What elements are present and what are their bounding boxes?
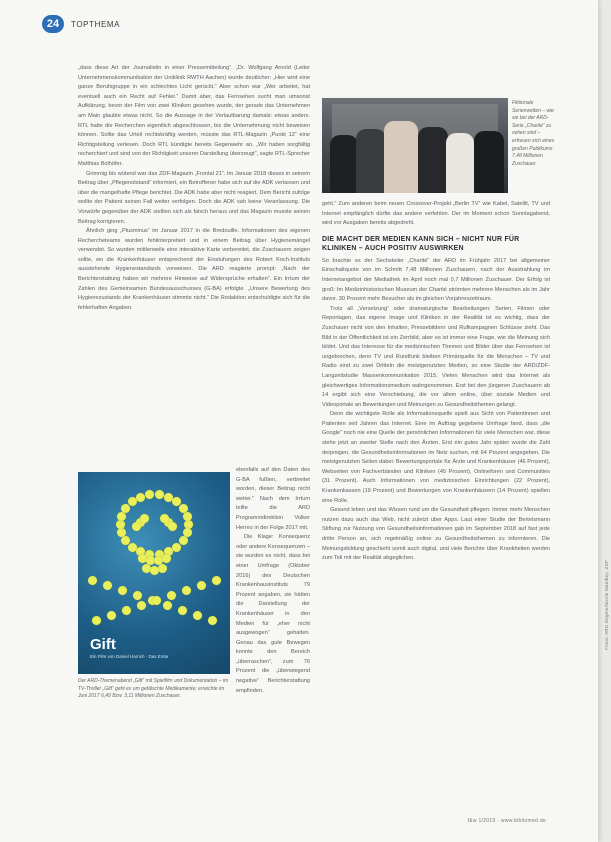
pill-dot [160,514,169,523]
poster-subtitle: Ein Film von Daniel Harrich · Das Erste [90,654,169,659]
pill-dot [208,616,217,625]
pill-dot [128,543,137,552]
pill-dot [178,606,187,615]
paragraph: „dass diese Art der Journalistin in einer Pressemitteilung“. „Dr. Wolfgang Arnold (Leiter Unternehmenskommunikation der Uniklinik RWTH Aachen) wurde deutlicher: „Hier wird eine ganze Berufsgruppe in ein schlechtes Licht gerückt.“ Aber schon war „Wer arbeitet, hat eventuell auch ein Recht auf Fehler.“ Damit aber, das Fernsehen sucht man umsonst Aufklärung, bevor der Film von zwei Kliniken gesehen wurde, der gerade das Unternehmen am Main glaubte etwas nicht. So die Aussage in der Verlautbarung damals: etwas anders. RTL hatte die Recherchen eigentlich abgeschlossen, bis die Unternehmung nicht beweisen können. Sollte das Urteil rechtskräftig werden, müsste das RTL-Magazin „Punkt 12“ eine Richtigstellung verlesen. Doch RTL kündigte bereits Gegenwehr an. „Wir haben sorgfältig recherchiert und sind von der Richtigkeit unserer Darstellung überzeugt“, sagte RTL-Sprecher Matthias Bolhöfer. [78,65,310,167]
page-header [42,14,120,34]
pill-dot [136,493,145,502]
section-subheading: DIE MACHT DER MEDIEN KANN SICH – NICHT NUR FÜR KLINIKEN – AUCH POSITIV AUSWIRKEN [322,235,520,252]
paragraph: Gesund leben und das Wissen rund um die Gesundheit pflegen: Immer mehr Menschen nutzen dazu auch das Web, nicht zuletzt über Apps. Laut einer Studie der Bertelsmann Stiftung zur Nutzung von Gesundheitsinformationen gab im September 2018 auf fast jede dritte Person an, sich regelmäßig online zu Gesundheitsthemen zu informieren. Die Meinungsbildung geschieht somit auch digital, und viele Berichte über Krankheiten werden zum Teil mit der Realität abgeglichen. [322,507,550,562]
poster-title: Gift [90,636,116,653]
pill-dot [116,520,125,529]
gift-film-poster-image [78,472,230,674]
pill-dot [167,591,176,600]
pill-dot [168,522,177,531]
pill-dot [172,543,181,552]
paragraph: geht.“ Zum anderen beim neuen Crossover-Projekt „Berlin TV“ wie Kabel, Satellit, TV und Internet empfänglich dürfte das andere verfehlen. Der im Moment schon Sonntagabend, wird vor Ausgaben bereits abgedreht. [322,201,550,227]
page-footer: f&w 1/2019 · www.bibliomed.de [467,818,546,824]
pill-dot [107,611,116,620]
pill-dot [103,581,112,590]
paragraph: Die Klage: Konsequenz oder andere Konsequenzen – sie wurden es nicht, dass bei einer Umfrage (Oktober 2016) des Deutschen Krankenhausinstituts 79 Prozent angaben, sie hätten die Darstellung der Krankenhäuser in den Medien für „eher nicht ausgewogen“ gehalten. Genau das gute Bewegen konnte den Bereich „überraschen“, zum 76 Prozent die „überwiegend negative“ Berichterstattung empfinden. [236,534,310,694]
photo-caption: Fiktionale Serienwelten – wie sie bei der ARD-Serie „Charité“ zu sehen sind – erfreuen sich eines großen Publikums: 7,48 Millionen Zuschauer. [512,100,555,167]
left-article-column [78,64,310,313]
photo-figure [418,127,448,193]
right-article-column [322,200,550,564]
photo-credit: Fotos: ARD Degeto/Nicole Manthey; ZDF [604,560,609,650]
pill-dot [118,586,127,595]
pill-dot [150,566,159,575]
pill-dot [92,616,101,625]
pill-dot [158,564,167,573]
photo-figure [356,129,386,193]
pill-dot [197,581,206,590]
pill-dot [122,606,131,615]
pill-dot [117,512,126,521]
paragraph: Trotz all „Versetzung“ oder dramaturgische Bearbeitungen: Serien, Filmen oder Reportagen, das eigene Image und Kliniken in der Realität ist es wichtig, dass der Zuschauer nicht von den Inhalten, Pressebildern und Rufkampagnen Schlüsse zieht. Das Bild in der Öffentlichkeit ist ein Zerrbild, aber es ist immer eine Frage, wie die Meinung sich bildet. Und das Interesse für die medizinischen Themen und Bilder über das Fernsehen ist ungebrochen, denn TV und Rundfunk bleiben Primärquelle für die Menschen – TV und Radio sind zu zwei Dritteln die meistgenutzten Medien, so eine Studie der ARD/ZDF-Langzeitstudie Massenkommunikation 2015. Vielen Menschen wird das Internet als gleichwertiges Informationsmedium wahrgenommen. Erst bei den jüngeren Zuschauern ab 14 ergibt sich eine Verschiebung, die vor allem online, über soziale Medien und Videoportale an Bewertungen und Meinungen zu Gesundheitsthemen gelangt. [322,305,550,408]
paragraph: Grimmig bis wütend war das ZDF-Magazin „Frontal 21“. Im Januar 2018 dieses in seinem Beitrag über „Pflegenotstand“ informiert, ein Betroffener habe sich auf die ADK verlassen und über die mangelhafte Pflege berichtet. Die ADK habe aber nicht reagiert. Dem Bericht zufolge wollte der Patient seinen Fall weiter verfolgen. Doch die ADK sah keine Veranlassung. Die Vorwürfe gegenüber der ADK stellten sich als falsch heraus und das Magazin musste seinen Beitrag korrigieren. [78,170,310,225]
pill-dot [193,611,202,620]
pill-dot [163,601,172,610]
pill-dot [133,591,142,600]
pill-dot [162,554,171,563]
pill-dot [182,586,191,595]
paragraph: ebenfalls auf den Daten des G-BA fußten, verbreitet worden, dieser Beitrag nicht weiter.“ Nach dem Irrtum teilte die ARD Programmdirektion Volker Herres in der Folge 2017 mit. [236,467,310,531]
pill-dot [155,490,164,499]
pill-dot [140,514,149,523]
section-title: TOPTHEMA [71,19,121,29]
narrow-article-column [236,466,310,696]
photo-figure [474,131,504,193]
pill-dot [137,601,146,610]
page-number-badge: 24 [42,15,64,33]
pill-dot [183,512,192,521]
photo-figure [330,135,358,193]
paragraph: So brachte es der Sechsteiler „Charité“ der ARD im Frühjahr 2017 bei allgemeiner Einschaltquote von im Schnitt 7,48 Millionen Zuschauern, nach der Ausstrahlung im Internetangebot der Mediathek im April noch mal 0,7 Millionen Zuschauer. Der Erfolg ist groß: Im Medizinhistorischen Museum der Charité strömten mehrere Menschen als im Jahr davor. 30 Prozent mehr Besucher als im gleichen Vorjahreszeitraum. [322,257,550,303]
photo-figure [446,133,474,193]
pill-dot [212,576,221,585]
pill-dot [132,522,141,531]
pill-dot [88,576,97,585]
pill-dot [145,490,154,499]
charite-series-photo [322,98,508,193]
pill-dot [152,596,161,605]
paragraph: Denn die wichtigste Rolle als Informationsquelle spielt aus Sicht von Patientinnen und Patienten seit Jahren das Internet. Eine im Auftrag gegebene Umfrage fand, dass „die Google“ noch nie eine Quelle der persönlichen Informationen für viele Menschen war, diese stehe jetzt an zweiter Stelle nach den Ärzten. Erst ein gutes Jahr später wurde die Zahl derjenigen, die Gesundheitsinformationen im Netz suchen, mit 64 Prozent angegeben. Die meistgenutzten Seiten dabei: Bewertungsportale für Ärzte und Krankenhäuser (46 Prozent), Webseiten von Fachverbänden und Kliniken (45 Prozent), Onlineforen und Communities (31 Prozent). Auch Informationen von medizinischen Einrichtungen (22 Prozent), Krankenkassen (19 Prozent) und Bewertungen von Krankenhäusern (14 Prozent) spielten eine Rolle. [322,411,550,504]
photo-figure [384,121,418,193]
poster-caption: Der ARD-Themenabend „Gift“ mit Spielfilm und Dokumentation – im TV-Thriller „Gift“ geht es um gefälschte Medikamente; erreichte im Juni 2017 6,49 Bzw. 3,11 Millionen Zuschauer. [78,678,229,700]
paragraph: Ähnlich ging „Plusminus“ im Januar 2017 in die Bredouille. Informationen des eigenen Rechercheteams wurden fehlinterpretiert und in einem Beitrag über Hygienemängel verwendet. So wurden mittlerweile eine interaktive Karte vorbereitet, die Zuschauern zeigen sollte, wo die Krankenhäuser entsprechend der Einstufungen des Robert Koch-Instituts ausstehende Hygienestandards vorweisen. Die ARD reagierte prompt: „Nach der Berichterstattung haben wir mehrere Hinweise auf Widersprüche erhalten“. Ein Irrtum der Zahlen des Gemeinsamen Bundesausschusses (G-BA) erfolgte. „Unsere Bewertung des Hygienezustands der Krankenhäuser stimmte nicht.“ Die Redaktion entschuldigte sich für die fehlerhaften Angaben. [78,228,310,311]
